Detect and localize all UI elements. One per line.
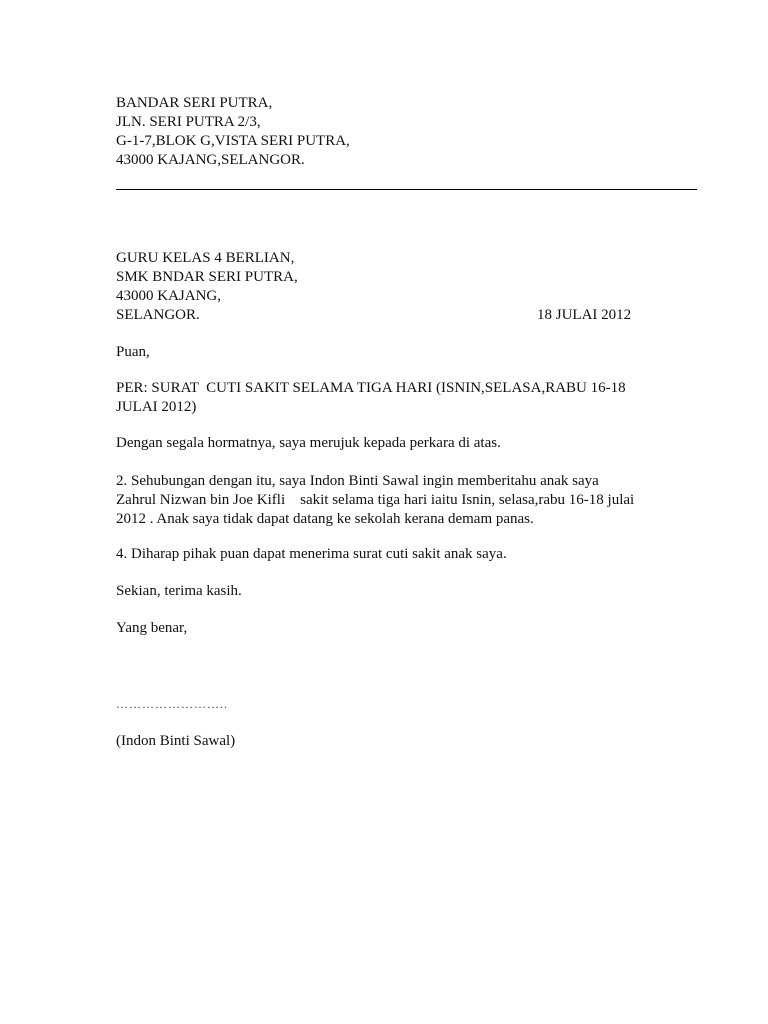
salutation: Puan, <box>116 344 150 360</box>
paragraph-notice <box>116 472 676 529</box>
header-divider <box>116 189 697 190</box>
paragraph-notice-line: 2. Sehubungan dengan itu, saya Indon Binti Sawal ingin memberitahu anak saya <box>116 473 599 489</box>
recipient-address-line: SELANGOR. <box>116 307 200 323</box>
subject-text: JULAI 2012) <box>116 399 197 415</box>
subject-text: PER: SURAT CUTI SAKIT SELAMA TIGA HARI (ISNIN,SELASA,RABU 16-18 <box>116 380 626 396</box>
closing-thanks: Sekian, terima kasih. <box>116 583 242 599</box>
paragraph-reference: Dengan segala hormatnya, saya merujuk kepada perkara di atas. <box>116 435 501 451</box>
letter-date: 18 JULAI 2012 <box>537 307 632 323</box>
sender-address-line: G-1-7,BLOK G,VISTA SERI PUTRA, <box>116 133 350 149</box>
paragraph-notice-line: 2012 . Anak saya tidak dapat datang ke sekolah kerana demam panas. <box>116 511 534 527</box>
closing-valediction: Yang benar, <box>116 620 188 636</box>
sender-address-line: JLN. SERI PUTRA 2/3, <box>116 114 261 130</box>
subject-line <box>116 379 676 417</box>
signatory-name: (Indon Binti Sawal) <box>116 733 236 749</box>
sender-address <box>116 94 350 170</box>
paragraph-request: 4. Diharap pihak puan dapat menerima surat cuti sakit anak saya. <box>116 546 507 562</box>
paragraph-notice-line: Zahrul Nizwan bin Joe Kifli sakit selama tiga hari iaitu Isnin, selasa,rabu 16-18 julai <box>116 492 635 508</box>
recipient-address-line: GURU KELAS 4 BERLIAN, <box>116 250 295 266</box>
signature-line: …………………….. <box>116 697 228 711</box>
sender-address-line: 43000 KAJANG,SELANGOR. <box>116 152 305 168</box>
recipient-address-line: SMK BNDAR SERI PUTRA, <box>116 269 298 285</box>
recipient-address-line: 43000 KAJANG, <box>116 288 221 304</box>
recipient-address <box>116 249 298 325</box>
sender-address-line: BANDAR SERI PUTRA, <box>116 95 273 111</box>
